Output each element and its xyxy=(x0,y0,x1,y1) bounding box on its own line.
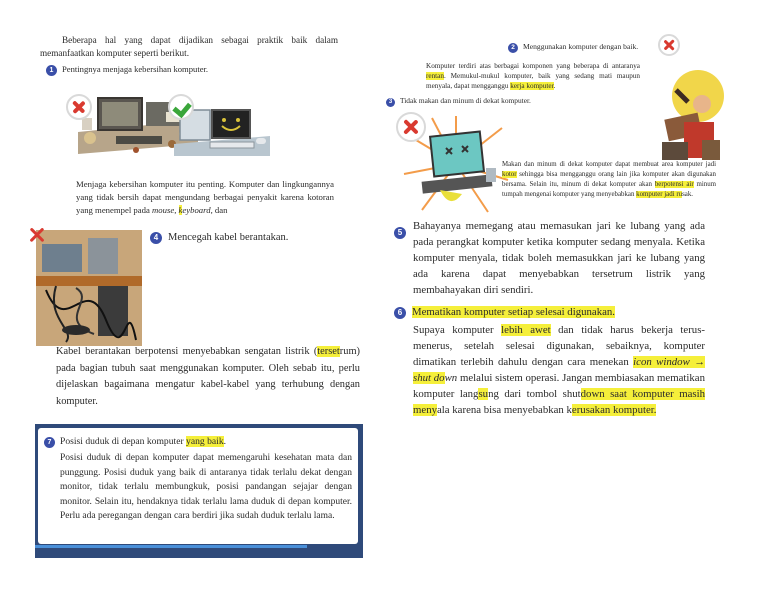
item6-title: Mematikan komputer setiap selesai digunakan. xyxy=(412,306,615,318)
item1-body-text: Menjaga kebersihan komputer itu penting. Komputer dan lingkungannya yang tidak bersih dapat mengundang berbagai penyakit karena kotoran yang menempel pada xyxy=(76,179,334,215)
item1-body xyxy=(76,178,334,217)
item7-number: 7 xyxy=(44,437,55,448)
item2-heading xyxy=(508,42,638,53)
item1-tail: , dan xyxy=(210,205,228,215)
close-icon xyxy=(658,34,680,56)
intro-text: Beberapa hal yang dapat dijadikan sebagai praktik baik dalam memanfaatkan komputer seperti berikut. xyxy=(40,35,338,58)
item7-body: Posisi duduk di depan komputer dapat memengaruhi kesehatan mata dan punggung. Posisi duduk yang baik di antaranya tidak terlalu dekat dengan monitor, tidak terlalu membungkuk, posisi pandangan sejajar dengan monitor. Selain itu, hendaknya tidak terlalu lama duduk di depan komputer. Perlu ada peregangan dengan cara berdiri jika sudah duduk terlalu lama. xyxy=(60,453,352,522)
item5-number: 5 xyxy=(394,227,406,239)
item6-body: Supaya komputer lebih awet dan tidak harus bekerja terus-menerus, setelah selesai digunakan, sebaiknya, komputer dimatikan terlebih dahulu dengan cara menekan icon window → shut down melalui sistem operasi. Jangan membiasakan mematikan komputer langsung dari tombol shutdown saat komputer masih menyala karena bisa menyebabkan kerusakan komputer. xyxy=(413,324,706,416)
item1-heading xyxy=(46,64,208,76)
item7-card xyxy=(38,428,358,544)
close-icon xyxy=(66,94,92,120)
check-icon xyxy=(168,94,194,120)
item3-body: Makan dan minum di dekat komputer dapat membuat area komputer jadi kotor sehingga bisa mengganggu orang lain jika komputer akan digunakan bersama. Selain itu, minum di dekat komputer akan berpotensi air minum tumpah mengenai komputer yang menyebabkan komputer jadi rusak. xyxy=(502,161,717,198)
item4-heading xyxy=(150,232,288,244)
item3-heading xyxy=(386,96,531,107)
item6-number: 6 xyxy=(394,307,406,319)
close-icon xyxy=(28,226,46,244)
item7-heading: 7 Posisi duduk di depan komputer yang baik. xyxy=(44,436,226,448)
item7-frame xyxy=(35,424,363,558)
item4-title: Mencegah kabel berantakan. xyxy=(168,232,289,243)
item3-title: Tidak makan dan minum di dekat komputer. xyxy=(400,96,531,105)
messy-cable-illustration xyxy=(36,230,142,346)
item1-number: 1 xyxy=(46,65,57,76)
item1-title: Pentingnya menjaga kebersihan komputer. xyxy=(62,64,209,74)
item4-number: 4 xyxy=(150,232,162,244)
mouse-term: mouse xyxy=(152,205,175,215)
item5-body: Bahayanya memegang atau memasukan jari ke lubang yang ada pada perangkat komputer ketika komputer sedang menyala. Ketika komputer menyala, tidak boleh memasukkan jari ke lubang yang ada karena dapat menyebabkan tersetrum listrik yang membahayakan diri sendiri. xyxy=(413,220,705,296)
angry-user-illustration xyxy=(658,46,724,164)
item5-6-panel xyxy=(386,214,716,414)
item7-progress-bar xyxy=(35,545,307,548)
item2-body: Komputer terdiri atas berbagai komponen yang beberapa di antaranya rentan. Memukul-mukul komputer, baik yang sedang mati maupun menyala, dapat mengganggu kerja komputer. xyxy=(426,62,640,90)
item5-number-wrap xyxy=(394,222,406,240)
item1-sep: , xyxy=(174,205,179,215)
item4-panel xyxy=(28,224,368,416)
close-icon xyxy=(396,112,426,142)
item6-heading xyxy=(394,306,615,319)
item1-panel xyxy=(40,28,360,224)
keyboard-term: keyboard xyxy=(178,205,211,215)
item2-title: Menggunakan komputer dengan baik. xyxy=(523,42,639,51)
item2-number: 2 xyxy=(508,43,518,53)
item3-number: 3 xyxy=(386,98,395,107)
item4-body: Kabel berantakan berpotensi menyebabkan sengatan listrik (tersetrum) pada bagian tubuh saat menggunakan komputer. Oleh sebab itu, perlu dijelaskan bagaimana mengatur kabel-kabel yang terhubung dengan komputer. xyxy=(56,346,360,407)
item2-panel xyxy=(386,28,726,224)
